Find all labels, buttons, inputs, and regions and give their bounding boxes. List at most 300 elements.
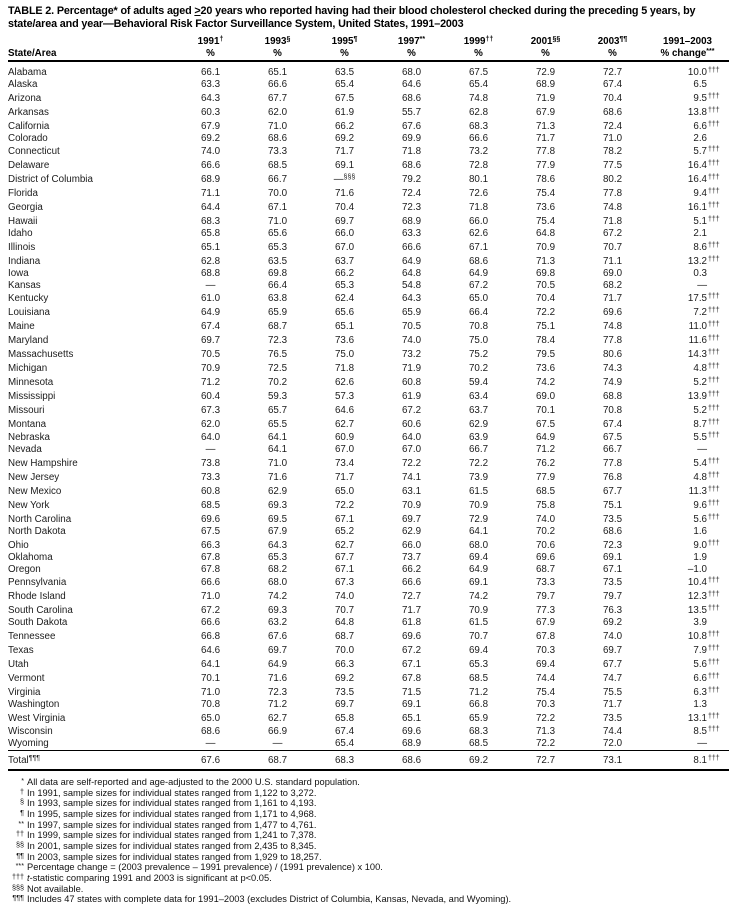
state-cell: Iowa xyxy=(8,267,29,279)
value-cell: 64.1 xyxy=(200,658,221,670)
change-cell xyxy=(646,724,729,738)
value-cell: 69.4 xyxy=(468,644,489,656)
value-cell: 71.2 xyxy=(468,686,489,698)
value-cell: 68.5 xyxy=(200,500,221,511)
table-row xyxy=(8,724,729,738)
footnote xyxy=(8,788,729,799)
value-cell: 77.5 xyxy=(602,160,623,172)
value-cell: 70.1 xyxy=(535,404,556,416)
value-cell: 69.9 xyxy=(401,132,422,144)
state-cell: Alaska xyxy=(8,78,38,90)
value-cell: 67.4 xyxy=(334,726,355,738)
value-cell: 69.2 xyxy=(445,751,512,770)
percent-header: % xyxy=(244,48,311,62)
change-cell xyxy=(646,564,729,576)
value-cell: 72.5 xyxy=(267,362,288,374)
state-cell: Virginia xyxy=(8,686,41,698)
value-cell: 60.9 xyxy=(334,432,355,444)
value-cell: 71.6 xyxy=(267,472,288,484)
significance-marker: ††† xyxy=(708,418,720,426)
value-cell: 69.3 xyxy=(267,500,288,511)
percent-header: % xyxy=(579,48,646,62)
value-cell: 66.7 xyxy=(602,444,623,456)
state-cell: Nevada xyxy=(8,444,42,456)
footnote-marker: †† xyxy=(16,829,24,839)
value-cell: 66.1 xyxy=(200,67,221,78)
value-cell: 61.5 xyxy=(468,486,489,498)
value-cell: 68.8 xyxy=(602,390,623,402)
table-row xyxy=(8,268,729,280)
value-cell: 71.9 xyxy=(401,362,422,374)
value-cell: 73.4 xyxy=(334,458,355,470)
value-cell: 71.1 xyxy=(200,188,221,200)
value-cell: 65.2 xyxy=(334,525,355,537)
footnote-marker: ** xyxy=(18,818,24,828)
value-cell: 68.3 xyxy=(468,726,489,738)
value-cell: 65.9 xyxy=(401,307,422,319)
table-row xyxy=(8,144,729,158)
footnote-marker: ¶¶ xyxy=(16,850,24,860)
value-cell: 77.8 xyxy=(602,335,623,347)
total-row xyxy=(8,751,729,770)
state-cell: Texas xyxy=(8,644,34,656)
table-title xyxy=(8,5,729,31)
value-cell: 72.4 xyxy=(401,188,422,200)
value-cell: 69.6 xyxy=(535,551,556,563)
table-row xyxy=(8,389,729,403)
significance-marker: ††† xyxy=(708,349,720,357)
value-cell: 62.7 xyxy=(267,712,288,724)
significance-marker: ††† xyxy=(708,686,720,694)
header-marker: † xyxy=(219,36,224,43)
table-row xyxy=(8,172,729,186)
value-cell: 64.3 xyxy=(401,293,422,305)
state-cell: Delaware xyxy=(8,160,50,172)
value-cell: 75.5 xyxy=(602,686,623,698)
value-cell: 72.0 xyxy=(602,738,623,750)
value-cell: 68.6 xyxy=(401,92,422,104)
change-cell xyxy=(646,119,729,133)
state-area-header: State/Area xyxy=(8,48,177,62)
value-cell: 62.9 xyxy=(267,486,288,498)
percent-header: % xyxy=(445,48,512,62)
value-cell: 70.8 xyxy=(602,404,623,416)
value-cell: 67.3 xyxy=(334,577,355,589)
state-cell: Nebraska xyxy=(8,432,50,444)
value-cell: 66.0 xyxy=(468,215,489,227)
change-value: 13.9 xyxy=(687,390,707,402)
change-value: 8.5 xyxy=(693,726,707,738)
value-cell: 69.5 xyxy=(267,513,288,525)
change-value: 10.8 xyxy=(687,631,707,643)
value-cell: 70.8 xyxy=(200,698,221,710)
year-header: 2001§§ xyxy=(530,36,561,47)
value-cell: 65.3 xyxy=(267,551,288,563)
header-row-units xyxy=(8,48,729,62)
state-cell: Maryland xyxy=(8,335,49,347)
value-cell: 64.9 xyxy=(267,658,288,670)
footnote-marker: * xyxy=(21,776,24,786)
value-cell: 75.4 xyxy=(535,686,556,698)
change-cell xyxy=(646,61,729,79)
value-cell: 69.6 xyxy=(602,307,623,319)
value-cell: 71.2 xyxy=(200,376,221,388)
significance-marker: ††† xyxy=(708,307,720,315)
value-cell: — xyxy=(205,738,216,750)
year-header: 1999†† xyxy=(463,36,494,47)
value-cell: 77.8 xyxy=(535,146,556,158)
year-header: 1991† xyxy=(197,36,224,47)
change-cell xyxy=(646,617,729,629)
value-cell: 70.7 xyxy=(468,631,489,643)
value-cell: 64.1 xyxy=(267,432,288,444)
value-cell: 80.2 xyxy=(602,174,623,186)
change-value: 10.0 xyxy=(687,67,707,78)
value-cell: 73.5 xyxy=(334,686,355,698)
value-cell: 62.9 xyxy=(401,525,422,537)
value-cell: 70.9 xyxy=(401,500,422,511)
value-cell: 67.5 xyxy=(535,418,556,430)
change-value: 11.3 xyxy=(688,486,707,498)
change-cell xyxy=(646,91,729,105)
value-cell: 73.3 xyxy=(267,146,288,158)
value-cell: 73.3 xyxy=(200,472,221,484)
table-row xyxy=(8,456,729,470)
change-value: 5.7 xyxy=(693,146,707,158)
value-cell: 59.3 xyxy=(267,390,288,402)
value-cell: 64.3 xyxy=(267,539,288,551)
value-cell: 61.9 xyxy=(401,390,422,402)
table-row xyxy=(8,538,729,552)
change-cell xyxy=(646,456,729,470)
table-row xyxy=(8,484,729,498)
value-cell: 71.8 xyxy=(334,362,355,374)
significance-marker: ††† xyxy=(708,539,720,547)
value-cell: 79.2 xyxy=(401,174,422,186)
value-cell: 79.7 xyxy=(602,591,623,603)
footnote-marker: §§ xyxy=(16,840,24,850)
value-cell: 72.3 xyxy=(401,202,422,214)
change-cell xyxy=(646,214,729,228)
footnote-text: In 2003, sample sizes for individual states ranged from 1,929 to 18,257. xyxy=(27,851,322,862)
significance-marker: ††† xyxy=(708,174,720,182)
value-cell: 66.8 xyxy=(200,631,221,643)
change-cell xyxy=(646,319,729,333)
value-cell: 70.7 xyxy=(602,241,623,253)
value-cell: 71.7 xyxy=(334,472,355,484)
value-cell: 70.4 xyxy=(602,92,623,104)
value-cell: 61.9 xyxy=(334,106,355,118)
value-cell: 72.3 xyxy=(602,539,623,551)
value-cell: 78.6 xyxy=(535,174,556,186)
value-cell: 65.4 xyxy=(334,738,355,750)
value-cell: 67.2 xyxy=(602,227,623,239)
table-row xyxy=(8,671,729,685)
value-cell: 67.7 xyxy=(602,658,623,670)
change-cell xyxy=(646,158,729,172)
state-cell: New Hampshire xyxy=(8,458,78,470)
value-cell: 72.7 xyxy=(512,751,579,770)
value-cell: 65.9 xyxy=(267,307,288,319)
significance-marker: ††† xyxy=(708,92,720,100)
state-cell: Hawaii xyxy=(8,215,38,227)
value-cell: 69.0 xyxy=(535,390,556,402)
table-row xyxy=(8,711,729,725)
value-cell: 69.7 xyxy=(334,215,355,227)
value-cell: 72.7 xyxy=(401,591,422,603)
value-cell: 70.0 xyxy=(267,188,288,200)
significance-marker: ††† xyxy=(708,362,720,370)
change-cell xyxy=(646,305,729,319)
value-cell: 72.3 xyxy=(267,686,288,698)
change-value: 5.5 xyxy=(693,432,707,444)
change-value: 4.8 xyxy=(693,362,707,374)
value-cell: 65.1 xyxy=(267,67,288,78)
state-cell: Mississippi xyxy=(8,390,56,402)
value-cell: 72.2 xyxy=(468,458,489,470)
change-cell xyxy=(646,375,729,389)
value-cell: 75.4 xyxy=(535,215,556,227)
value-cell: 66.8 xyxy=(468,698,489,710)
value-cell: 62.0 xyxy=(200,418,221,430)
value-cell: 65.7 xyxy=(267,404,288,416)
value-cell: 67.9 xyxy=(535,617,556,629)
value-cell: 68.9 xyxy=(535,78,556,90)
significance-marker: ††† xyxy=(708,658,720,666)
value-cell: 57.3 xyxy=(334,390,355,402)
value-cell: 63.4 xyxy=(468,390,489,402)
change-value: 6.5 xyxy=(693,78,707,90)
footnote-marker: ††† xyxy=(12,872,24,882)
value-cell: 66.4 xyxy=(468,307,489,319)
value-cell: 64.8 xyxy=(334,617,355,629)
value-cell: 65.6 xyxy=(334,307,355,319)
significance-marker: ††† xyxy=(708,755,720,763)
change-value: 13.8 xyxy=(687,106,707,118)
value-cell: 67.6 xyxy=(401,120,422,132)
value-cell: 66.6 xyxy=(468,132,489,144)
state-cell: Idaho xyxy=(8,227,33,239)
value-cell: 69.2 xyxy=(334,672,355,684)
value-cell: 68.9 xyxy=(401,215,422,227)
state-cell: California xyxy=(8,120,50,132)
percent-header: % xyxy=(378,48,445,62)
table-row xyxy=(8,470,729,484)
value-cell: 68.7 xyxy=(244,751,311,770)
value-cell: 71.2 xyxy=(535,444,556,456)
change-value: –1.0 xyxy=(687,563,707,575)
value-cell: 71.8 xyxy=(468,202,489,214)
significance-marker: ††† xyxy=(708,390,720,398)
value-cell: 69.6 xyxy=(401,726,422,738)
change-value: 1.9 xyxy=(693,551,707,563)
change-cell xyxy=(646,629,729,643)
value-cell: 59.4 xyxy=(468,376,489,388)
value-cell: 62.9 xyxy=(468,418,489,430)
value-cell: 74.4 xyxy=(535,672,556,684)
table-row xyxy=(8,305,729,319)
value-cell: 69.8 xyxy=(535,267,556,279)
table-row xyxy=(8,629,729,643)
value-cell: 72.9 xyxy=(468,513,489,525)
change-value: 16.1 xyxy=(687,202,707,214)
value-cell: 73.6 xyxy=(535,362,556,374)
value-cell: 66.2 xyxy=(334,120,355,132)
value-cell: 78.2 xyxy=(602,146,623,158)
change-value: 17.5 xyxy=(687,293,707,305)
change-value: 8.1 xyxy=(693,755,707,767)
value-cell: 77.8 xyxy=(602,188,623,200)
change-cell xyxy=(646,291,729,305)
change-value: 13.1 xyxy=(687,712,707,724)
change-value: 11.6 xyxy=(688,335,707,347)
value-cell: 68.6 xyxy=(267,132,288,144)
value-cell: 67.8 xyxy=(200,551,221,563)
footnote-marker: *** xyxy=(15,861,24,871)
value-cell: 74.0 xyxy=(334,591,355,603)
table-row xyxy=(8,403,729,417)
total-label-cell: Total¶¶¶ xyxy=(8,751,177,770)
value-cell: — xyxy=(205,279,216,291)
header-marker: §§ xyxy=(552,36,561,43)
value-cell: 62.7 xyxy=(334,539,355,551)
value-cell: 63.8 xyxy=(267,293,288,305)
value-cell: 74.4 xyxy=(602,726,623,738)
state-cell: West Virginia xyxy=(8,712,66,724)
value-cell: 72.7 xyxy=(602,67,623,78)
value-cell: 73.5 xyxy=(602,577,623,589)
value-cell: 66.0 xyxy=(401,539,422,551)
value-cell: — xyxy=(205,444,216,456)
state-cell: Pennsylvania xyxy=(8,577,67,589)
table-row xyxy=(8,61,729,79)
value-cell: 68.6 xyxy=(401,160,422,172)
value-cell: 73.2 xyxy=(401,349,422,361)
change-value: 5.2 xyxy=(693,376,707,388)
value-cell: 70.9 xyxy=(468,500,489,511)
table-row xyxy=(8,291,729,305)
value-cell: 68.6 xyxy=(468,255,489,267)
percent-header: % xyxy=(311,48,378,62)
value-cell: 72.3 xyxy=(267,335,288,347)
state-cell: Oregon xyxy=(8,563,41,575)
value-cell: 73.5 xyxy=(602,513,623,525)
state-cell: Michigan xyxy=(8,362,48,374)
value-cell: 74.8 xyxy=(602,202,623,214)
significance-marker: ††† xyxy=(708,513,720,521)
value-cell: 74.8 xyxy=(468,92,489,104)
footnote xyxy=(8,830,729,841)
state-cell: Vermont xyxy=(8,672,45,684)
change-cell xyxy=(646,671,729,685)
table-row xyxy=(8,512,729,526)
table-row xyxy=(8,333,729,347)
state-cell: Washington xyxy=(8,698,60,710)
year-header: 1995¶ xyxy=(331,36,358,47)
value-cell: 65.3 xyxy=(468,658,489,670)
change-value: 13.2 xyxy=(687,255,707,267)
value-cell: 71.9 xyxy=(535,92,556,104)
state-cell: Maine xyxy=(8,321,35,333)
value-cell: 65.4 xyxy=(334,78,355,90)
value-cell: 54.8 xyxy=(401,279,422,291)
value-cell: 75.0 xyxy=(334,349,355,361)
value-cell: 70.5 xyxy=(535,279,556,291)
value-cell: 66.7 xyxy=(267,174,288,186)
value-cell: 64.0 xyxy=(200,432,221,444)
value-cell: 76.3 xyxy=(602,605,623,617)
value-cell: 73.8 xyxy=(200,458,221,470)
value-cell: 67.8 xyxy=(535,631,556,643)
value-cell: 64.6 xyxy=(200,644,221,656)
value-cell: 70.4 xyxy=(535,293,556,305)
state-cell: Missouri xyxy=(8,404,45,416)
value-cell: 65.8 xyxy=(334,712,355,724)
change-value: — xyxy=(697,279,707,291)
value-cell: 63.9 xyxy=(468,432,489,444)
table-row xyxy=(8,603,729,617)
value-cell: 66.6 xyxy=(401,577,422,589)
change-value: 8.7 xyxy=(693,418,707,430)
value-cell: 69.1 xyxy=(334,160,355,172)
value-cell: 66.9 xyxy=(267,726,288,738)
state-cell: New York xyxy=(8,500,50,511)
table-row xyxy=(8,228,729,240)
change-cell xyxy=(646,172,729,186)
value-cell: 71.3 xyxy=(535,255,556,267)
value-cell: 63.2 xyxy=(267,617,288,629)
change-value: 8.6 xyxy=(693,241,707,253)
footnote-text: All data are self-reported and age-adjusted to the 2000 U.S. standard population. xyxy=(27,777,360,788)
significance-marker: ††† xyxy=(708,188,720,196)
value-cell: 69.8 xyxy=(267,267,288,279)
value-cell: 68.6 xyxy=(602,525,623,537)
change-value: 3.9 xyxy=(693,617,707,629)
footnote-marker: † xyxy=(20,786,24,796)
value-cell: 71.6 xyxy=(267,672,288,684)
value-cell: 67.8 xyxy=(200,563,221,575)
change-value: 6.3 xyxy=(693,686,707,698)
value-cell: 74.3 xyxy=(602,362,623,374)
footnote xyxy=(8,852,729,863)
value-cell: 67.7 xyxy=(602,486,623,498)
change-cell xyxy=(646,333,729,347)
value-cell: 69.0 xyxy=(602,267,623,279)
value-cell: 62.8 xyxy=(468,106,489,118)
significance-marker: ††† xyxy=(708,404,720,412)
change-value: 7.2 xyxy=(693,307,707,319)
value-cell: 69.1 xyxy=(602,551,623,563)
value-cell: 64.8 xyxy=(535,227,556,239)
state-cell: Oklahoma xyxy=(8,551,53,563)
change-value: 0.3 xyxy=(693,267,707,279)
change-value: 10.4 xyxy=(687,577,707,589)
value-cell: 69.2 xyxy=(602,617,623,629)
state-cell: Rhode Island xyxy=(8,591,66,603)
footnote-text: In 1993, sample sizes for individual states ranged from 1,161 to 4,193. xyxy=(27,798,317,809)
state-cell: Indiana xyxy=(8,255,41,267)
footnote-text: In 1995, sample sizes for individual states ranged from 1,171 to 4,968. xyxy=(27,809,317,820)
change-value: 4.8 xyxy=(693,472,707,484)
header-marker: †† xyxy=(485,36,494,43)
footnote xyxy=(8,894,729,905)
state-cell: Ohio xyxy=(8,539,29,551)
footnote-text: In 1991, sample sizes for individual states ranged from 1,122 to 3,272. xyxy=(27,787,317,798)
value-cell: 71.7 xyxy=(535,132,556,144)
header-marker: § xyxy=(286,36,291,43)
significance-marker: ††† xyxy=(708,241,720,249)
value-cell: 64.1 xyxy=(468,525,489,537)
